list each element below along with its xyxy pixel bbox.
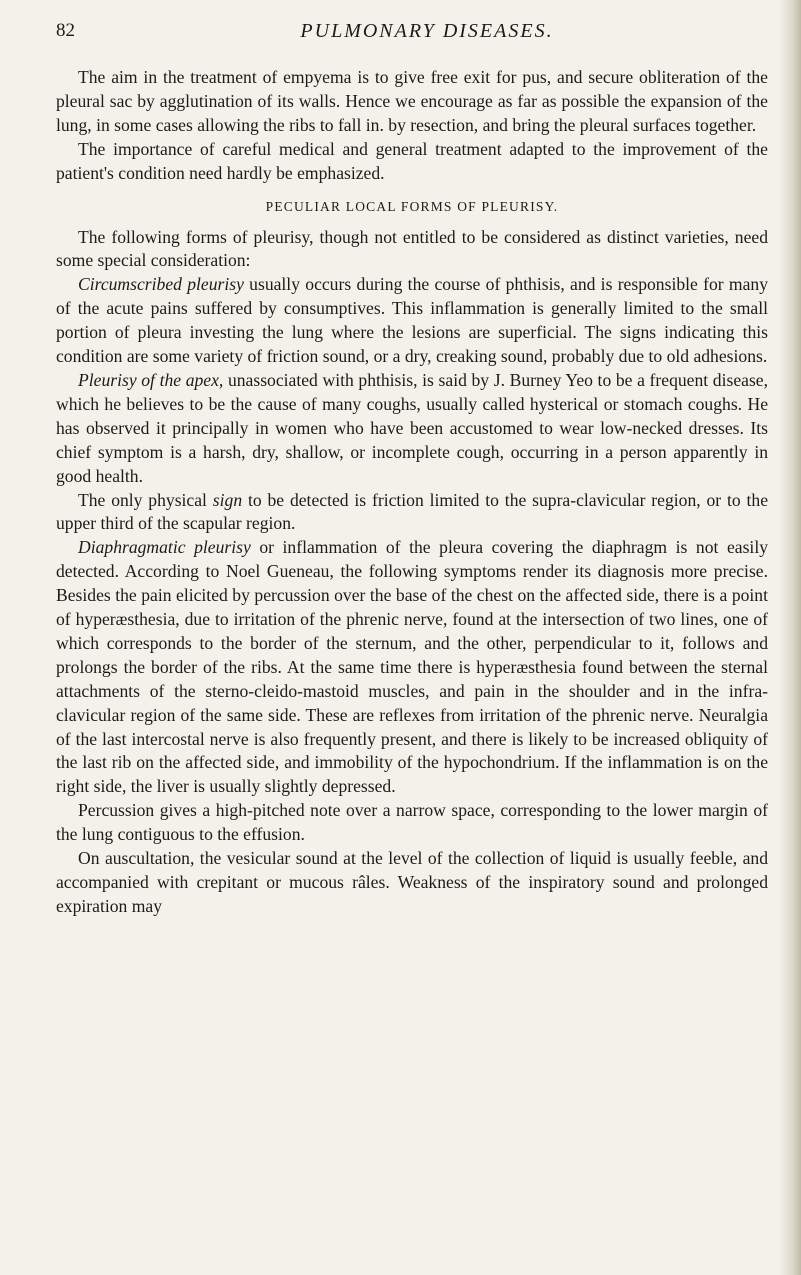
page-number: 82 (56, 20, 75, 41)
section-heading: PECULIAR LOCAL FORMS OF PLEURISY. (265, 198, 559, 214)
paragraph-intro: The following forms of pleurisy, though not entitled to be considered as distinct varieties, need some special consideration: (56, 226, 768, 271)
paragraph-circumscribed (56, 273, 768, 369)
paragraph-diaphragmatic (56, 536, 768, 799)
term-apex: Pleurisy of the apex, (78, 369, 224, 390)
paragraph-empyema-aim: The aim in the treatment of empyema is to give free exit for pus, and secure obliteration of the pleural sac by agglutination of its walls. Hence we encourage as far as possible the expansion of the lung, in some cases allowing the ribs to fall in. by resection, and bring the pleural surfaces together. (56, 67, 768, 135)
paragraph-medical-treatment: The importance of careful medical and general treatment adapted to the improvement of the patient's condition need hardly be emphasized. (56, 138, 768, 183)
running-title: PULMONARY DISEASES. (300, 20, 554, 42)
text-circumscribed: usually occurs during the course of phthisis, and is responsible for many of the acute pains suffered by consumptives. This inflammation is generally limited to the small portion of pleura investing the lung where the lesions are superficial. The signs indicating this condition are some variety of friction sound, or a dry, creaking sound, probably due to old adhesions. (56, 274, 768, 367)
running-head (56, 20, 768, 50)
paragraph-percussion: Percussion gives a high-pitched note over a narrow space, corresponding to the lower margin of the lung contiguous to the effusion. (56, 800, 768, 845)
body-text (56, 66, 768, 919)
term-diaphragmatic: Diaphragmatic pleurisy (78, 537, 251, 558)
text-sign-before: The only physical (78, 489, 213, 510)
text-diaphragmatic: or inflammation of the pleura covering the diaphragm is not easily detected. According to Noel Gueneau, the following symptoms render its diagnosis more precise. Besides the pain elicited by percussion over the base of the chest on the affected side, there is a point of hyperæsthesia, due to irritation of the phrenic nerve, found at the intersection of two lines, one of which corresponds to the border of the sternum, and the other, perpendicular to it, follows and prolongs the border of the ribs. At the same time there is hyperæsthesia found between the sternal attachments of the sterno-cleido-mastoid muscles, and pain in the shoulder and in the infra-clavicular region of the same side. These are reflexes from irritation of the phrenic nerve. Neuralgia of the last intercostal nerve is also frequently present, and there is likely to be increased obliquity of the last rib on the affected side, and immobility of the hypochondrium. If the inflammation is on the right side, the liver is usually slightly depressed. (56, 537, 769, 797)
text-sign-after: to be detected is friction limited to the supra-clavicular region, or to the upper third of the scapular region. (56, 489, 768, 534)
text-apex: unassociated with phthisis, is said by J. Burney Yeo to be a frequent disease, which he believes to be the cause of many coughs, usually called hysterical or stomach coughs. He has observed it principally in women who have been accustomed to wear low-necked dresses. Its chief symptom is a harsh, dry, shallow, or incomplete cough, occurring in a person apparently in good health. (56, 369, 769, 486)
page-edge-shadow (779, 0, 801, 1275)
term-circumscribed: Circumscribed pleurisy (78, 274, 244, 295)
paragraph-auscultation: On auscultation, the vesicular sound at the level of the collection of liquid is usually feeble, and accompanied with crepitant or mucous râles. Weakness of the inspiratory sound and prolonged expiration may (56, 848, 768, 916)
paragraph-apex (56, 369, 768, 489)
term-sign: sign (212, 489, 243, 510)
paragraph-physical-sign (56, 489, 768, 537)
